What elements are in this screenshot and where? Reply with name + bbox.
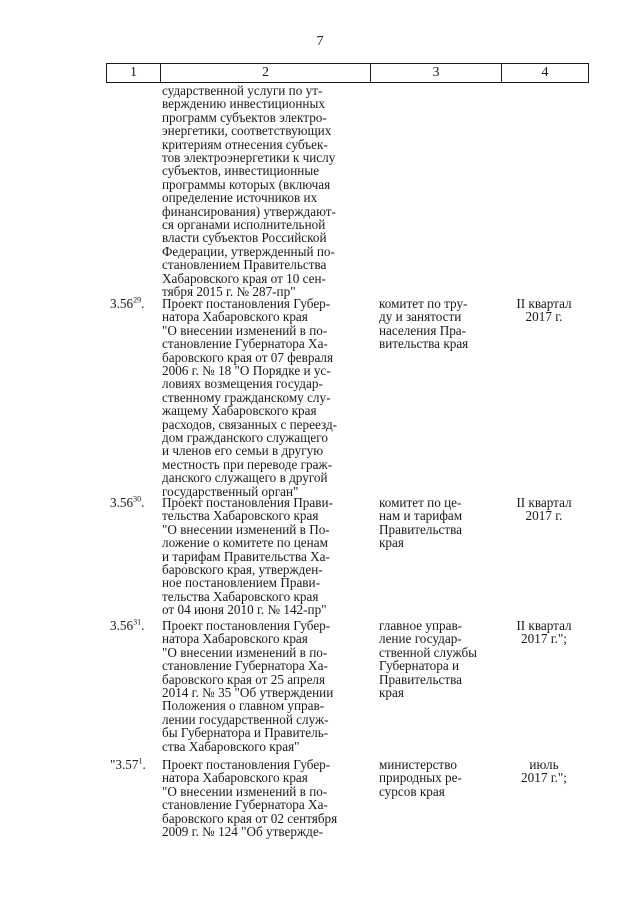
row-responsible: главное управ- ление государ- ственной службы Губернатора и Правительства края	[379, 618, 478, 701]
row-number-superscript: 1	[138, 756, 143, 766]
row-description: Проект постановления Прави- тельства Хабаровского края "О внесении изменений в По- ложение о комитете по ценам и тарифам Правительства Ха- баровского края, утвержден- ное постановлением Прави- тельства Хабаровского края от 04 июня 2010 г. № 142-пр"	[162, 495, 333, 618]
row-responsible: комитет по тру- ду и занятости населения Пра- вительства края	[379, 296, 469, 352]
row-number-superscript: 29	[133, 295, 142, 305]
row-description: Проект постановления Губер- натора Хабаровского края "О внесении изменений в по- становление Губернатора Ха- баровского края от 25 апреля 2014 г. № 35 "Об утверждении Положения о главном управ- лении государственной служ- бы Губернатора и Правитель- ства Хабаровского края"	[162, 618, 334, 754]
row-number-suffix: .	[141, 495, 145, 510]
row-number	[110, 297, 144, 310]
row-deadline: II квартал 2017 г.	[516, 296, 572, 325]
row-responsible: комитет по це- нам и тарифам Правительства края	[379, 495, 463, 551]
column-header-1: 1	[107, 64, 161, 83]
row-number	[110, 619, 144, 632]
row-number-value: 3.56	[110, 495, 134, 510]
continuation-text: сударственной услуги по ут- верждению инвестиционных программ субъектов электро- энергетики, соответствующих критериям отнесения субъек- тов электроэнергетики к числу субъектов, инвестиционные программы которых (включая определение источников их финансирования) утверждают- ся органами исполнительной власти субъектов Российской Федерации, утвержденный по- становлением Правительства Хабаровского края от 10 сен- тября 2015 г. № 287-пр"	[162, 83, 336, 300]
row-number-superscript: 30	[133, 494, 142, 504]
row-number	[110, 496, 144, 509]
row-number-value: "3.57	[110, 757, 139, 772]
row-deadline: II квартал 2017 г.";	[516, 618, 572, 647]
column-header-4: 4	[502, 64, 589, 83]
row-responsible: министерство природных ре- сурсов края	[379, 757, 462, 799]
row-deadline: II квартал 2017 г.	[516, 495, 572, 524]
column-header-3: 3	[371, 64, 502, 83]
row-description: Проект постановления Губер- натора Хабаровского края "О внесении изменений в по- становление Губернатора Ха- баровского края от 07 февраля 2006 г. № 18 "О Порядке и ус- ловиях возмещения государ- ственному гражданскому слу- жащему Хабаровского края расходов, связанных с переезд- дом гражданского служащего и членов его семьи в другую местность при переводе граж- данского служащего в другой государственный орган"	[162, 296, 338, 499]
page-number: 7	[316, 34, 324, 49]
row-description: Проект постановления Губер- натора Хабаровского края "О внесении изменений в по- становление Губернатора Ха- баровского края от 02 сентября 2009 г. № 124 "Об утвержде-	[162, 757, 338, 840]
row-number-value: 3.56	[110, 618, 134, 633]
row-deadline: июль 2017 г.";	[521, 757, 567, 786]
row-number	[110, 758, 146, 771]
row-number-superscript: 31	[133, 617, 142, 627]
row-number-value: 3.56	[110, 296, 134, 311]
row-number-suffix: .	[142, 757, 146, 772]
row-number-suffix: .	[141, 296, 145, 311]
column-header-table	[106, 63, 589, 83]
row-number-suffix: .	[141, 618, 145, 633]
column-header-2: 2	[161, 64, 371, 83]
